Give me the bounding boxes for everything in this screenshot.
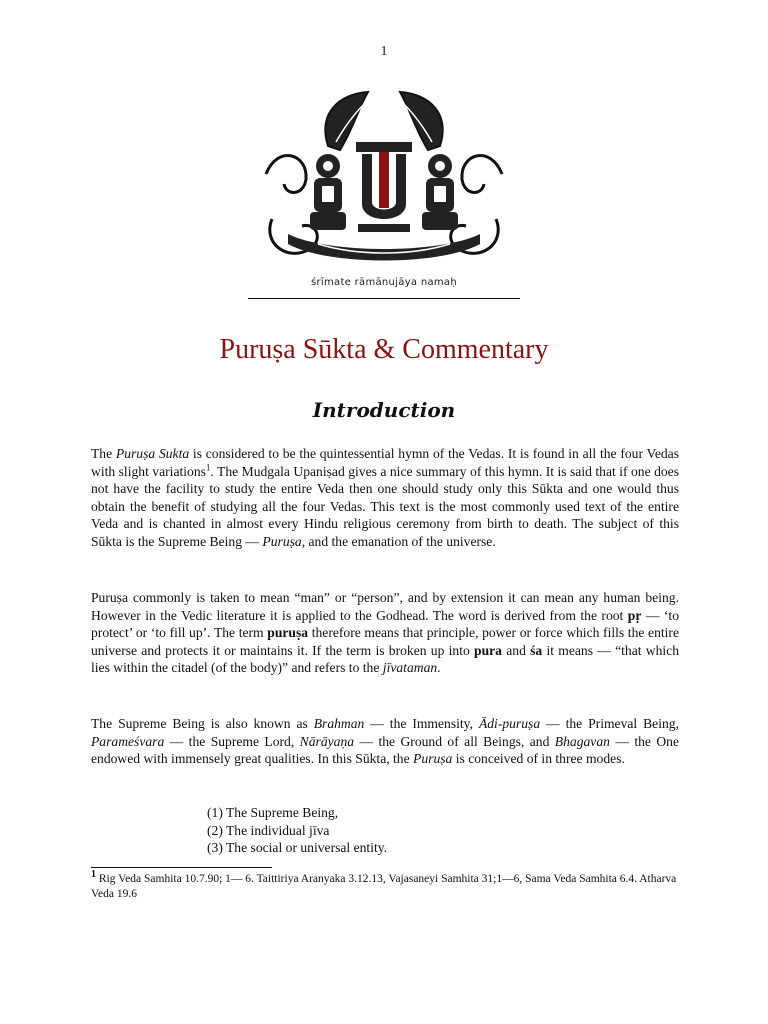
footnote-divider <box>91 867 272 868</box>
header-divider <box>248 298 520 299</box>
footnote-ref[interactable]: 1 <box>205 462 211 473</box>
page-title: Puruṣa Sūkta & Commentary <box>219 334 549 365</box>
paragraph-supreme-being: The Supreme Being is also known as Brahman — the Immensity, Ādi-puruṣa — the Primeval Being, Parameśvara — the Supreme Lord, Nārāyaṇa — the Ground of all Beings, and Bhagavan — the One endowed with immensely great qualities. In this Sūkta, the Puruṣa is conceived of in three modes. <box>91 716 680 767</box>
section-heading: Introduction <box>312 398 456 422</box>
list-item: (2) The individual jīva <box>207 822 330 838</box>
invocation: śrīmate rāmānujāya namaḥ <box>310 277 457 288</box>
modes-list <box>207 804 387 857</box>
srivaishnava-crest-icon <box>258 84 510 274</box>
page-number: 1 <box>380 44 388 59</box>
list-item: (1) The Supreme Being, <box>207 805 339 820</box>
paragraph-intro: The Puruṣa Sukta is considered to be the quintessential hymn of the Vedas. It is found in all the four Vedas with slight variations$^1$. The Mudgala Upaniṣad gives a nice summary of this hymn. It is said that if one does not have the facility to study the entire Veda then one should study only this Sūkta and one would thus obtain the benefit of studying all the four Vedas. This text is the most commonly used text of the entire Veda and is chanted in almost every Hindu religious ceremony from birth to death. The subject of this Sūkta is the Supreme Being — Puruṣa, and the emanation of the universe. <box>91 446 679 549</box>
footnote: $^1$ Rig Veda Samhita 10.7.90; 1— 6. Taittiriya Aranyaka 3.12.13, Vajasaneyi Samhita 31;1—6, Sama Veda Samhita 6.4. Atharva Veda 19.6 <box>91 869 677 900</box>
list-item: (3) The social or universal entity. <box>207 840 388 856</box>
footnote-marker: 1 <box>91 869 96 881</box>
paragraph-purusa-meaning: Puruṣa commonly is taken to mean “man” or “person”, and by extension it can mean any human being. However in the Vedic literature it is applied to the Godhead. The word is derived from the root pṛ — ‘to protect’ or ‘to fill up’. The term puruṣa therefore means that principle, power or force which fills the entire universe and protects it or maintains it. If the term is broken up into pura and śa it means — “that which lies within the citadel (of the body)” and refers to the jīvataman. <box>91 590 679 676</box>
